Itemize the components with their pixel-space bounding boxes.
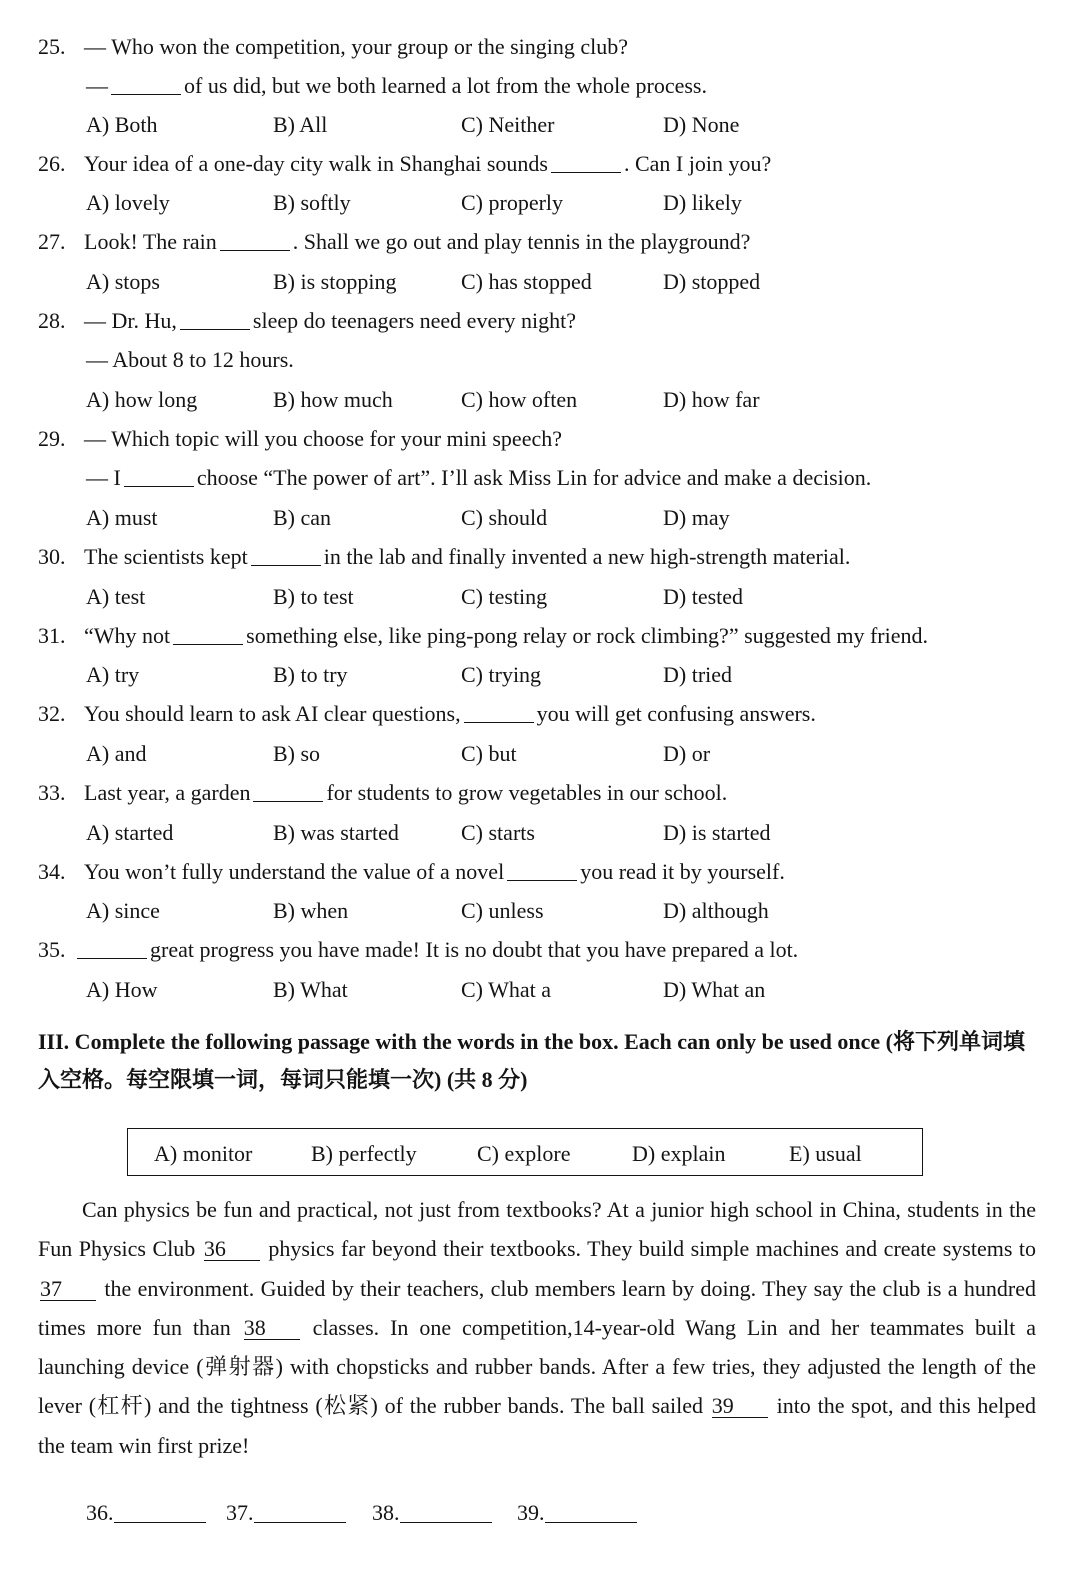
answer-39[interactable] — [517, 1500, 637, 1526]
option-b[interactable]: B) What — [273, 977, 348, 1002]
question-number: 25. — [38, 34, 66, 59]
question-text: Your idea of a one-day city walk in Shanghai sounds — [84, 151, 548, 176]
question-number: 34. — [38, 859, 66, 884]
answer-blank[interactable] — [180, 309, 250, 330]
question-34 — [38, 859, 1048, 885]
option-b[interactable]: B) softly — [273, 190, 351, 215]
options-29 — [86, 505, 986, 535]
option-d[interactable]: D) although — [663, 898, 769, 923]
answer-line[interactable] — [114, 1502, 206, 1523]
question-number: 33. — [38, 780, 66, 805]
word-option-e: E) usual — [789, 1141, 862, 1166]
answer-label: 38. — [372, 1500, 400, 1525]
passage-text: physics far beyond their textbooks. They build simple machines and create systems to — [268, 1236, 1037, 1262]
option-c[interactable]: C) testing — [461, 584, 548, 609]
question-31 — [38, 623, 1048, 649]
question-text: for students to grow vegetables in our school. — [326, 780, 728, 805]
option-d[interactable]: D) likely — [663, 190, 742, 215]
option-d[interactable]: D) What an — [663, 977, 766, 1002]
question-text: choose “The power of art”. I’ll ask Miss Lin for advice and make a decision. — [196, 465, 872, 490]
option-d[interactable]: D) tested — [663, 584, 744, 609]
option-a[interactable]: A) and — [86, 741, 147, 766]
question-text: you will get confusing answers. — [536, 701, 816, 726]
option-d[interactable]: D) stopped — [663, 269, 761, 294]
passage-blank-39[interactable]: 39 — [712, 1395, 768, 1418]
option-a[interactable]: A) lovely — [86, 190, 170, 215]
option-a[interactable]: A) try — [86, 662, 140, 687]
word-option-c: C) explore — [477, 1141, 571, 1166]
option-a[interactable]: A) test — [86, 584, 146, 609]
options-26 — [86, 190, 986, 220]
option-a[interactable]: A) started — [86, 820, 174, 845]
option-c[interactable]: C) starts — [461, 820, 535, 845]
passage-blank-38[interactable]: 38 — [244, 1317, 300, 1340]
options-33 — [86, 820, 986, 850]
question-text: — Dr. Hu, — [84, 308, 177, 333]
option-b[interactable]: B) to try — [273, 662, 348, 687]
question-text: something else, like ping-pong relay or rock climbing?” suggested my friend. — [246, 623, 928, 648]
option-a[interactable]: A) How — [86, 977, 158, 1002]
question-text: . Shall we go out and play tennis in the playground? — [292, 229, 751, 254]
option-d[interactable]: D) or — [663, 741, 711, 766]
passage-blank-37[interactable]: 37 — [40, 1278, 96, 1301]
question-text: you read it by yourself. — [580, 859, 785, 884]
answer-line[interactable] — [545, 1502, 637, 1523]
options-31 — [86, 662, 986, 692]
options-25 — [86, 112, 986, 142]
question-text: — About 8 to 12 hours. — [86, 347, 294, 372]
answer-label: 39. — [517, 1500, 545, 1525]
option-b[interactable]: B) All — [273, 112, 328, 137]
question-29-reply — [86, 465, 871, 491]
passage-text: classes. In one competition,14-year-old Wang Lin and her teammates built a launching device (弹射器) with chopsticks and rubber bands. After a few tries, they adjusted the length of the lever (杠杆) and the tightness (松紧) of the rubber bands. The ball sailed — [38, 1314, 1037, 1419]
answer-blank[interactable] — [220, 230, 290, 251]
answer-blank[interactable] — [253, 781, 323, 802]
question-text: of us did, but we both learned a lot from the whole process. — [184, 73, 707, 98]
question-number: 28. — [38, 308, 66, 333]
option-d[interactable]: D) may — [663, 505, 730, 530]
question-text: You won’t fully understand the value of a novel — [84, 859, 505, 884]
option-a[interactable]: A) must — [86, 505, 158, 530]
question-text: sleep do teenagers need every night? — [252, 308, 577, 333]
question-text: You should learn to ask AI clear questions, — [84, 701, 461, 726]
question-text: Last year, a garden — [84, 780, 251, 805]
option-d[interactable]: D) None — [663, 112, 740, 137]
options-27 — [86, 269, 986, 299]
question-29 — [38, 426, 1048, 452]
option-b[interactable]: B) when — [273, 898, 349, 923]
option-c[interactable]: C) What a — [461, 977, 552, 1002]
passage-text: the environment. Guided by their teachers, club members learn by doing. They say the club is a hundred times more fun than — [38, 1275, 1036, 1340]
question-number: 27. — [38, 229, 66, 254]
question-text: “Why not — [84, 623, 171, 648]
options-35 — [86, 977, 986, 1007]
options-34 — [86, 898, 986, 928]
question-26 — [38, 151, 1048, 177]
option-a[interactable]: A) since — [86, 898, 160, 923]
question-text: Look! The rain — [84, 229, 217, 254]
dash: — — [86, 73, 108, 98]
answer-line[interactable] — [400, 1502, 492, 1523]
answer-blank[interactable] — [507, 860, 577, 881]
question-28 — [38, 308, 1048, 334]
option-b[interactable]: B) was started — [273, 820, 399, 845]
question-number: 26. — [38, 151, 66, 176]
question-number: 31. — [38, 623, 66, 648]
option-c[interactable]: C) properly — [461, 190, 564, 215]
question-number: 30. — [38, 544, 66, 569]
option-b[interactable]: B) how much — [273, 387, 393, 412]
answer-blank[interactable] — [111, 74, 181, 95]
answer-blank[interactable] — [464, 702, 534, 723]
answer-blank[interactable] — [124, 466, 194, 487]
question-30 — [38, 544, 1048, 570]
answer-blank[interactable] — [173, 624, 243, 645]
passage-blank-36[interactable]: 36 — [204, 1238, 260, 1261]
question-25 — [38, 34, 1048, 60]
option-c[interactable]: C) unless — [461, 898, 544, 923]
word-option-a: A) monitor — [154, 1141, 253, 1166]
answer-label: 36. — [86, 1500, 114, 1525]
word-option-b: B) perfectly — [311, 1141, 417, 1166]
option-b[interactable]: B) to test — [273, 584, 354, 609]
question-number: 32. — [38, 701, 66, 726]
question-text: — I — [86, 465, 121, 490]
passage — [38, 1190, 1036, 1465]
option-a[interactable]: A) stops — [86, 269, 160, 294]
option-c[interactable]: C) should — [461, 505, 548, 530]
options-32 — [86, 741, 986, 771]
answer-label: 37. — [226, 1500, 254, 1525]
options-30 — [86, 584, 986, 614]
option-b[interactable]: B) is stopping — [273, 269, 397, 294]
section-3-heading: III. Complete the following passage with the words in the box. Each can only be used once (将下列单词填入空格。每空限填一词，每词只能填一次) (共 8 分) — [38, 1029, 1025, 1092]
passage-text: into the spot, and this helped the team win first prize! — [38, 1393, 1037, 1458]
question-28-reply — [86, 347, 294, 373]
option-d[interactable]: D) how far — [663, 387, 760, 412]
option-b[interactable]: B) so — [273, 741, 321, 766]
question-33 — [38, 780, 1048, 806]
answer-blank[interactable] — [551, 152, 621, 173]
question-text: — Who won the competition, your group or the singing club? — [84, 34, 629, 59]
passage-text: Can physics be fun and practical, not just from textbooks? At a junior high school in China, students in the Fun Physics Club — [38, 1197, 1036, 1262]
word-box — [127, 1128, 923, 1176]
question-number: 35. — [38, 937, 66, 962]
option-a[interactable]: A) Both — [86, 112, 158, 137]
question-27 — [38, 229, 1048, 255]
question-35 — [38, 937, 1048, 963]
option-c[interactable]: C) but — [461, 741, 517, 766]
answer-blank[interactable] — [251, 545, 321, 566]
question-number: 29. — [38, 426, 66, 451]
option-c[interactable]: C) how often — [461, 387, 578, 412]
option-b[interactable]: B) can — [273, 505, 332, 530]
answer-line[interactable] — [254, 1502, 346, 1523]
question-text: great progress you have made! It is no doubt that you have prepared a lot. — [150, 937, 799, 962]
answer-38[interactable] — [372, 1500, 492, 1526]
answer-blank[interactable] — [77, 938, 147, 959]
option-c[interactable]: C) trying — [461, 662, 542, 687]
option-a[interactable]: A) how long — [86, 387, 198, 412]
word-option-d: D) explain — [632, 1141, 726, 1166]
option-d[interactable]: D) is started — [663, 820, 771, 845]
question-32 — [38, 701, 1048, 727]
answer-36[interactable] — [86, 1500, 206, 1526]
answer-37[interactable] — [226, 1500, 346, 1526]
question-text: . Can I join you? — [623, 151, 772, 176]
question-text: The scientists kept — [84, 544, 248, 569]
question-25-reply — [86, 73, 707, 99]
options-28 — [86, 387, 986, 417]
question-text: — Which topic will you choose for your mini speech? — [84, 426, 562, 451]
question-text: in the lab and finally invented a new high-strength material. — [323, 544, 851, 569]
option-c[interactable]: C) has stopped — [461, 269, 592, 294]
option-c[interactable]: C) Neither — [461, 112, 555, 137]
option-d[interactable]: D) tried — [663, 662, 733, 687]
